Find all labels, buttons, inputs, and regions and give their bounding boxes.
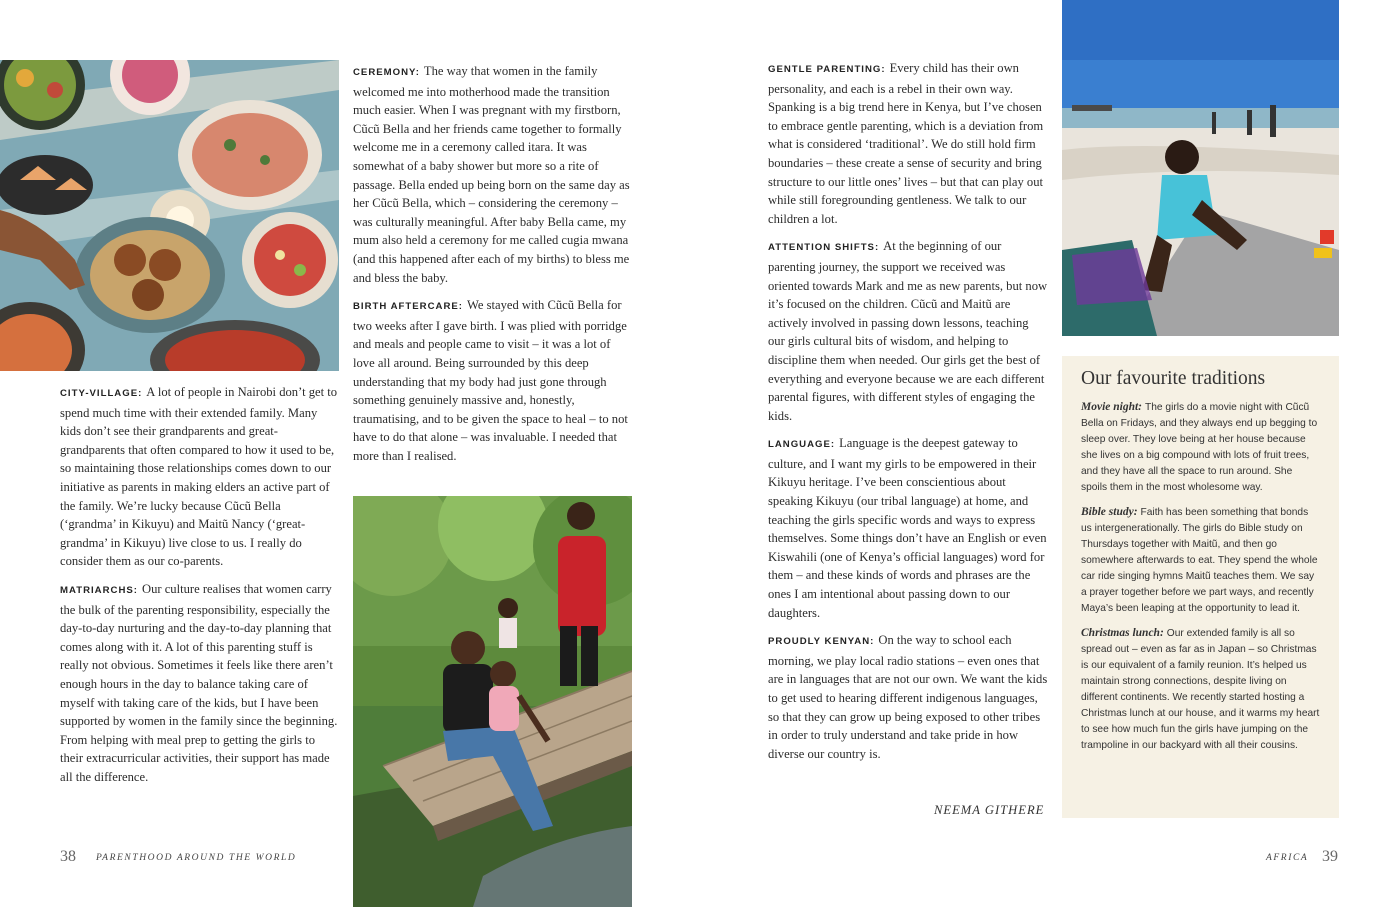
sidebar-item-christmas-lunch	[1081, 625, 1320, 754]
section-label: GENTLE PARENTING:	[768, 64, 886, 75]
section-text: Our culture realises that women carry the bulk of the parenting responsibility, especially the day-to-day nurturing and the day-to-day planning that comes along with it. A lot of this parenting stuff is really not obvious. Sometimes it feels like there aren’t enough hours in the day to balance taking care of myself with taking care of the kids, but I have been supported by women in the family since the beginning. From helping with meal prep to getting the girls to their extracurricular activities, their support has made all the difference.	[60, 581, 338, 784]
running-head-left: PARENTHOOD AROUND THE WORLD	[96, 853, 297, 863]
section-birth-aftercare	[353, 296, 633, 465]
section-language	[768, 434, 1048, 622]
section-text: The way that women in the family welcomed me into motherhood made the transition much easier. When I was pregnant with my firstborn, Cũcũ Bella and her friends came together to formally welcome me in a ceremony called itara. It was somewhat of a baby shower but more so a rite of passage. Bella ended up being born on the same day as her Cũcũ Bella, which – considering the ceremony – was culturally meaningful. After baby Bella came, my mum also held a ceremony for me called cugia mwana (and this happened after each of my births) to bless me and bless the baby.	[353, 64, 630, 285]
section-text: Language is the deepest gateway to culture, and I want my girls to be empowered in their Kikuyu heritage. I’ve been conscientious about speaking Kikuyu (our tribal language) at home, and teaching the girls specific words and ways to express themselves. Some things don’t have an English or even Kiswahili (one of Kenya’s official languages) word for them – and these kinds of words and phrases are the ones I am intentional about passing down to our daughters.	[768, 436, 1047, 620]
section-text: On the way to school each morning, we play local radio stations – even ones that are in languages that are not our own. We want the kids to get used to hearing different indigenous languages, so that they can grow up being exposed to other tribes in order to truly understand and take pride in how diverse our country is.	[768, 633, 1048, 761]
column-3	[768, 59, 1048, 772]
section-label: CEREMONY:	[353, 67, 420, 78]
section-matriarchs	[60, 580, 338, 787]
section-label: CITY-VILLAGE:	[60, 388, 143, 399]
section-proudly-kenyan	[768, 631, 1048, 763]
column-1	[60, 383, 338, 795]
section-ceremony	[353, 62, 633, 287]
sidebar-item-head: Movie night:	[1081, 401, 1143, 413]
section-text: Every child has their own personality, and each is a rebel in their own way. Spanking is a big trend here in Kenya, but I’ve chosen to embrace gentle parenting, which is a deviation from what is considered ‘traditional’. We do still hold firm boundaries – these create a sense of security and bring structure to our little ones’ lives – but that can play out while still foregrounding gentleness. We talk to our children a lot.	[768, 61, 1044, 226]
section-text: At the beginning of our parenting journey, the support we received was oriented towards Mark and me as new parents, but now it’s focused on the children. Cũcũ and Maitũ are actively involved in passing down lessons, teaching our girls cultural bits of wisdom, and helping to discipline them when needed. Our girls get the best of everything and everyone because we are each different parental figures, with different styles of engaging the kids.	[768, 239, 1048, 423]
section-attention-shifts	[768, 237, 1048, 425]
section-label: MATRIARCHS:	[60, 584, 138, 596]
sidebar-item-text: Our extended family is all so spread out – even as far as in Japan – so Christmas is our equivalent of a family reunion. It’s helped us maintain strong connections, despite living on different continents. We recently started hosting a Christmas lunch at our house, and it warms my heart to see how much fun the girls have jumping on the trampoline in our backyard with all their cousins.	[1081, 628, 1320, 751]
page-number-left: 38	[60, 848, 76, 865]
section-label: ATTENTION SHIFTS:	[768, 242, 880, 254]
section-city-village	[60, 383, 338, 571]
photo-food-table	[0, 60, 339, 371]
author-byline: NEEMA GITHERE	[934, 803, 1045, 817]
sidebar-item-movie-night	[1081, 399, 1320, 496]
section-label: PROUDLY KENYAN:	[768, 636, 875, 648]
running-head-right: AFRICA	[1266, 853, 1309, 863]
page-number-right: 39	[1322, 848, 1338, 865]
section-label: LANGUAGE:	[768, 439, 836, 451]
sidebar-favourite-traditions	[1062, 356, 1339, 818]
photo-child-on-beach	[1062, 0, 1339, 336]
sidebar-item-text: Faith has been something that bonds us intergenerationally. The girls do Bible study on Thursdays together with Maitũ, and then go somewhere afterwards to eat. They spend the whole car ride singing hymns Maitũ teaches them. We say a prayer together before we part ways, and recently Maya’s been leaping at the opportunity to lead it.	[1081, 507, 1318, 614]
photo-family-river-deck	[353, 496, 632, 907]
sidebar-item-bible-study	[1081, 504, 1320, 617]
column-2	[353, 62, 633, 474]
sidebar-title: Our favourite traditions	[1081, 368, 1266, 389]
sidebar-item-head: Bible study:	[1081, 506, 1138, 518]
section-text: A lot of people in Nairobi don’t get to spend much time with their extended family. Many kids don’t see their grandparents and great-grandparents that often compared to how it used to be, so maintaining those relationships comes down to our initiative as parents in making elders an active part of the family. We’re lucky because Cũcũ Bella (‘grandma’ in Kikuyu) and Maitũ Nancy (‘great-grandma’ in Kikuyu) live close to us. I really do consider them as our co-parents.	[60, 385, 338, 569]
section-label: BIRTH AFTERCARE:	[353, 301, 463, 313]
sidebar-item-text: The girls do a movie night with Cũcũ Bella on Fridays, and they always end up begging to sleep over. They love being at her house because she lives on a big compound with lots of fruit trees, and they have all the space to run around. She spoils them in the most wholesome way.	[1081, 402, 1318, 493]
sidebar-item-head: Christmas lunch:	[1081, 627, 1164, 639]
section-text: We stayed with Cũcũ Bella for two weeks after I gave birth. I was plied with porridge and meals and people came to visit – it was a lot of love all around. Being surrounded by this deep understanding that my body had just gone through something genuinely massive and, honestly, traumatising, and to be given the space to heal – to not have to do that alone – was invaluable. I needed that more than I realised.	[353, 298, 628, 463]
section-gentle-parenting	[768, 59, 1048, 228]
